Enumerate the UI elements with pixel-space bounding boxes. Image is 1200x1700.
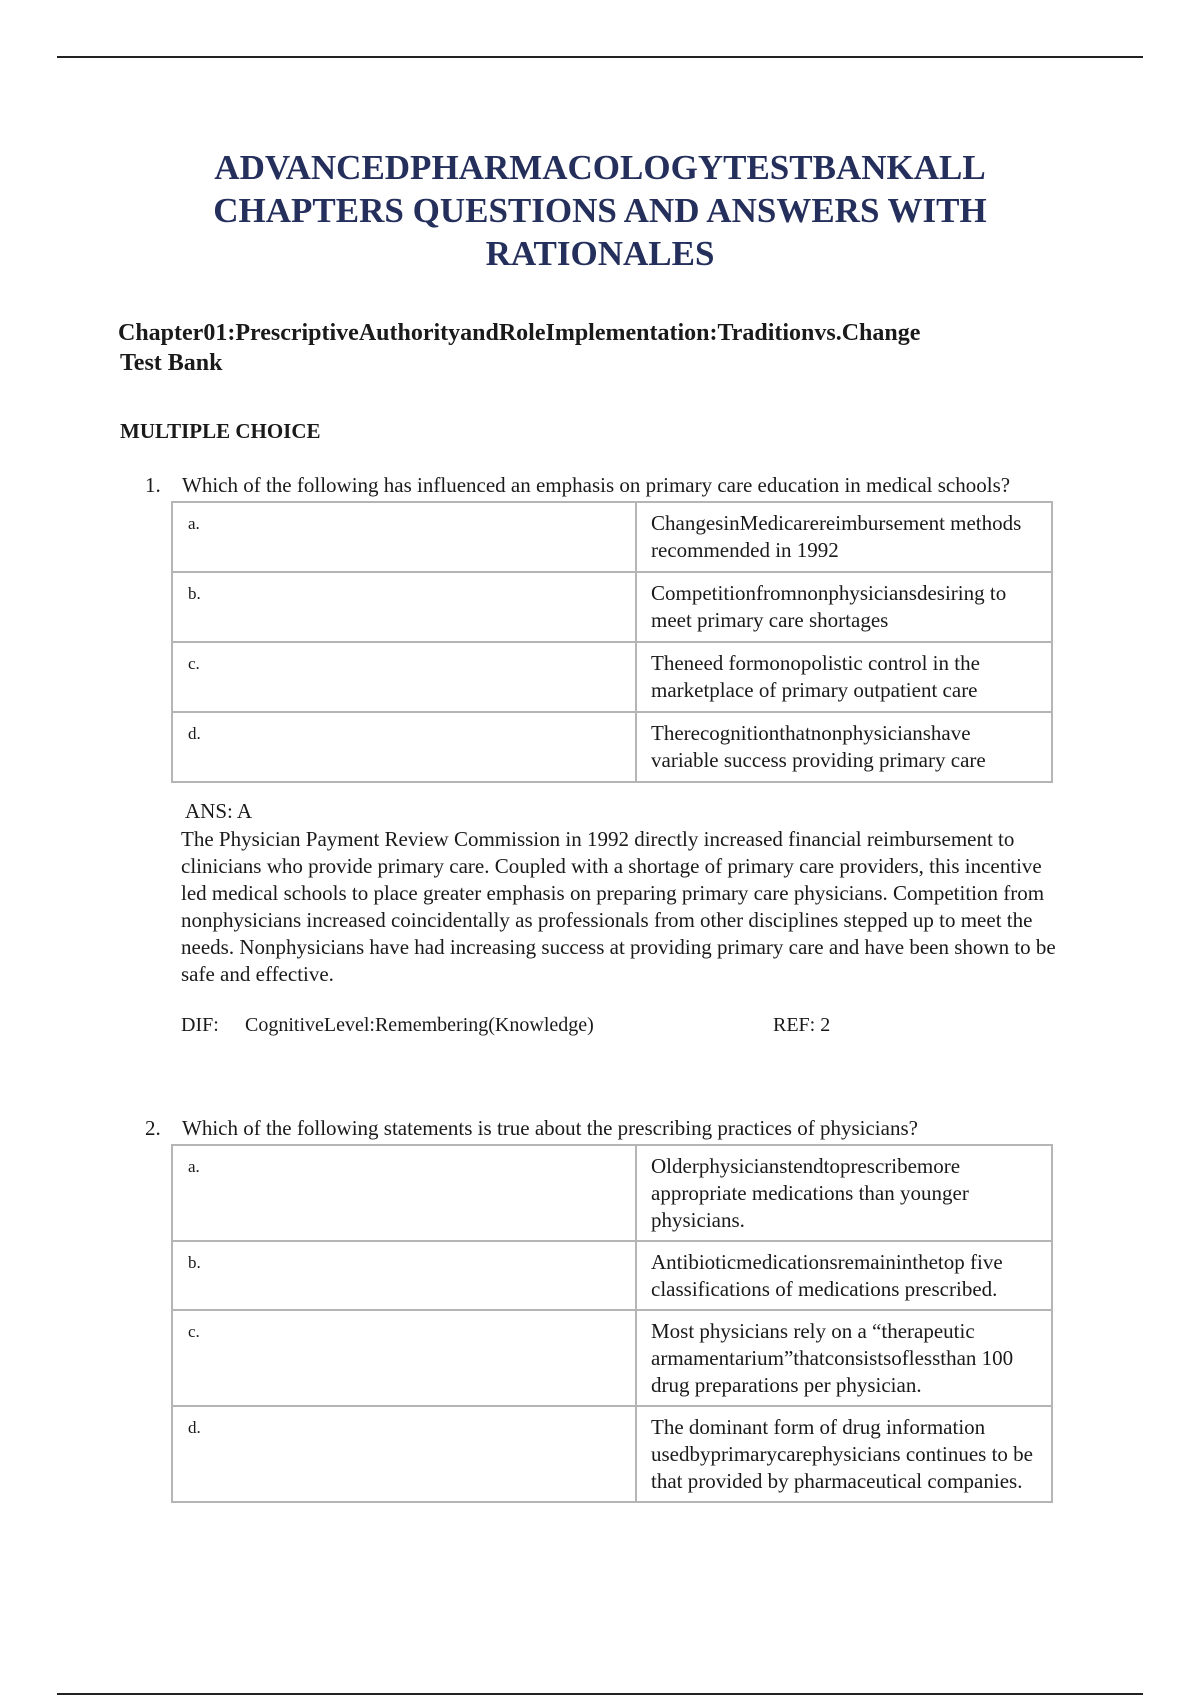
choice-letter: c. [172, 642, 636, 712]
choice-row [172, 1241, 1052, 1310]
cognitive-level: CognitiveLevel:Remembering(Knowledge) [245, 1014, 594, 1036]
question-text: Which of the following has influenced an emphasis on primary care education in medical schools? [182, 473, 1011, 497]
question-text: Which of the following statements is true about the prescribing practices of physicians? [182, 1116, 918, 1140]
choices-table [171, 1144, 1053, 1503]
choice-row [172, 1406, 1052, 1502]
difficulty-label: DIF: [181, 1014, 219, 1036]
choice-letter: c. [172, 1310, 636, 1406]
choice-text: Most physicians rely on a “therapeutic armamentarium”thatconsistsoflessthan 100 drug preparations per physician. [636, 1310, 1052, 1406]
title-line-3: RATIONALES [485, 234, 715, 273]
document-title [0, 146, 1200, 275]
question-stem [145, 1115, 1065, 1142]
choice-row [172, 1145, 1052, 1241]
question-stem [145, 472, 1065, 499]
question-number: 2. [145, 1116, 161, 1140]
choices-table [171, 501, 1053, 783]
choice-letter: d. [172, 712, 636, 782]
choice-letter: b. [172, 572, 636, 642]
choice-letter: a. [172, 502, 636, 572]
choice-letter: b. [172, 1241, 636, 1310]
title-line-2: CHAPTERS QUESTIONS AND ANSWERS WITH [213, 191, 987, 230]
chapter-heading [118, 318, 1098, 378]
choice-letter: a. [172, 1145, 636, 1241]
rationale-text: The Physician Payment Review Commission in 1992 directly increased financial reimbursement to clinicians who provide primary care. Coupled with a shortage of primary care providers, this incentive led medical schools to place greater emphasis on preparing primary care physicians. Competition from nonphysicians increased coincidentally as professionals from other disciplines stepped up to meet the needs. Nonphysicians have had increasing success at providing primary care and have been shown to be safe and effective. [181, 827, 1056, 986]
choice-letter: d. [172, 1406, 636, 1502]
top-rule [57, 56, 1143, 58]
chapter-subtitle: Test Bank [120, 350, 223, 376]
choice-text: Theneed formonopolistic control in the marketplace of primary outpatient care [636, 642, 1052, 712]
choice-row [172, 1310, 1052, 1406]
title-line-1: ADVANCEDPHARMACOLOGYTESTBANKALL [214, 148, 986, 187]
answer-key: ANS: A [185, 799, 253, 823]
difficulty-line [181, 1012, 1061, 1039]
choice-text: Antibioticmedicationsremaininthetop five classifications of medications prescribed. [636, 1241, 1052, 1310]
reference-page: REF: 2 [773, 1014, 831, 1036]
chapter-title: Chapter01:PrescriptiveAuthorityandRoleImplementation:Traditionvs.Change [118, 320, 921, 346]
choice-row [172, 712, 1052, 782]
choice-text: Therecognitionthatnonphysicianshave variable success providing primary care [636, 712, 1052, 782]
choice-text: Olderphysicianstendtoprescribemore appropriate medications than younger physicians. [636, 1145, 1052, 1241]
choice-text: Competitionfromnonphysiciansdesiring to meet primary care shortages [636, 572, 1052, 642]
choice-row [172, 502, 1052, 572]
question-1 [145, 472, 1065, 1039]
choice-row [172, 572, 1052, 642]
question-number: 1. [145, 473, 161, 497]
choice-text: ChangesinMedicarereimbursement methods recommended in 1992 [636, 502, 1052, 572]
bottom-rule [57, 1693, 1143, 1695]
choice-text: The dominant form of drug information usedbyprimarycarephysicians continues to be that provided by pharmaceutical companies. [636, 1406, 1052, 1502]
answer-block [181, 798, 1061, 1039]
question-2 [145, 1115, 1065, 1503]
choice-row [172, 642, 1052, 712]
section-heading: MULTIPLE CHOICE [120, 419, 321, 443]
